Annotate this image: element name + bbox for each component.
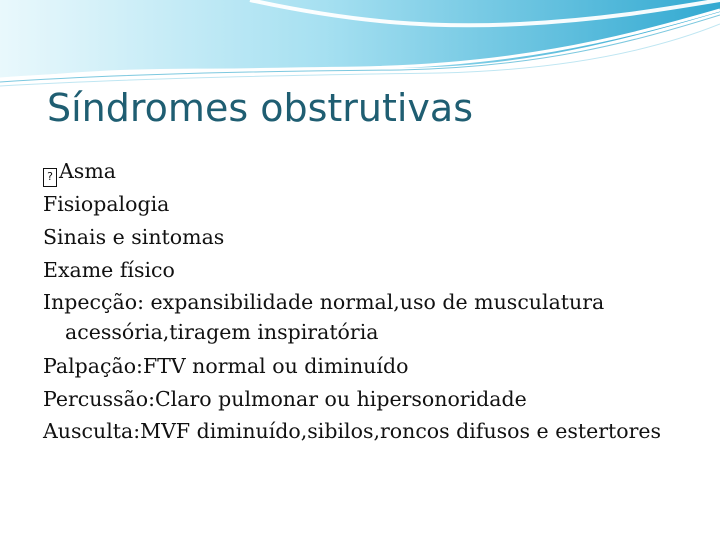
header-wave-decoration bbox=[0, 0, 720, 100]
list-item: Percussão:Claro pulmonar ou hipersonoridade bbox=[43, 387, 527, 411]
list-item: Exame físico bbox=[43, 258, 175, 282]
slide-title: Síndromes obstrutivas bbox=[47, 86, 473, 130]
list-item: Palpação:FTV normal ou diminuído bbox=[43, 354, 409, 378]
list-item: Fisiopalogia bbox=[43, 192, 170, 216]
list-item-text: Asma bbox=[59, 159, 116, 183]
list-item bbox=[43, 155, 683, 188]
missing-glyph-icon: ? bbox=[43, 168, 57, 187]
list-item: Inpecção: expansibilidade normal,uso de musculatura acessória,tiragem inspiratória bbox=[43, 290, 605, 344]
slide-body bbox=[43, 155, 683, 449]
list-item: Sinais e sintomas bbox=[43, 225, 225, 249]
list-item: Ausculta:MVF diminuído,sibilos,roncos difusos e estertores bbox=[43, 419, 662, 443]
